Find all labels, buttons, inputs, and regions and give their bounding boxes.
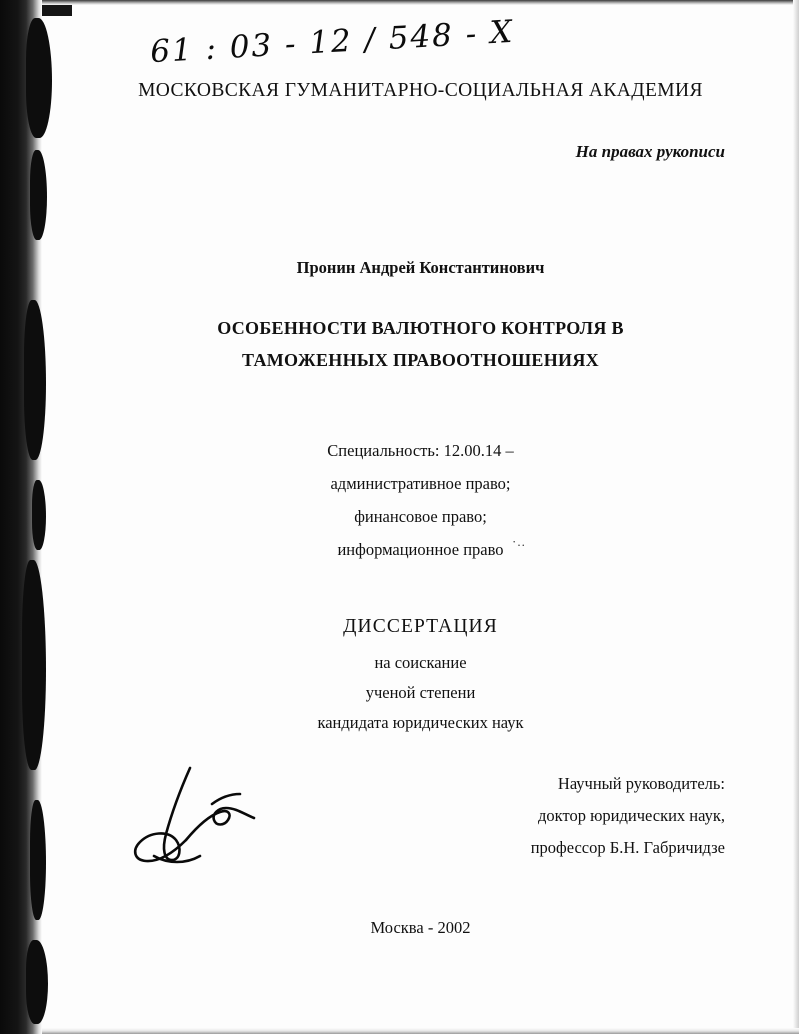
title-line: ОСОБЕННОСТИ ВАЛЮТНОГО КОНТРОЛЯ В bbox=[217, 318, 624, 338]
thesis-type-block bbox=[42, 616, 799, 738]
thesis-heading: ДИССЕРТАЦИЯ bbox=[343, 616, 498, 637]
handwritten-signature-icon bbox=[124, 760, 304, 880]
scientific-advisor-block bbox=[531, 768, 725, 864]
thesis-line: ученой степени bbox=[365, 683, 476, 702]
place-and-year: Москва - 2002 bbox=[370, 918, 471, 937]
advisor-line: доктор юридических наук, bbox=[538, 806, 725, 825]
page-title bbox=[42, 312, 799, 376]
author-name: Пронин Андрей Константинович bbox=[296, 258, 545, 277]
specialty-line: административное право; bbox=[330, 474, 511, 493]
marginal-ink-marks: ·.. bbox=[512, 534, 526, 549]
specialty-line: финансовое право; bbox=[354, 507, 487, 526]
advisor-line: Научный руководитель: bbox=[557, 774, 725, 793]
specialty-line: Специальность: 12.00.14 – bbox=[327, 441, 514, 460]
manuscript-rights-note: На правах рукописи bbox=[575, 142, 725, 161]
specialty-line: информационное право bbox=[337, 540, 504, 559]
advisor-line: профессор Б.Н. Габричидзе bbox=[530, 838, 725, 857]
institution-name: МОСКОВСКАЯ ГУМАНИТАРНО-СОЦИАЛЬНАЯ АКАДЕМИЯ bbox=[138, 80, 703, 101]
page-content bbox=[42, 0, 799, 1034]
specialty-block bbox=[42, 434, 799, 566]
title-line: ТАМОЖЕННЫХ ПРАВООТНОШЕНИЯХ bbox=[242, 350, 599, 370]
handwritten-catalog-code: 61 : 03 - 12 / 548 - X bbox=[149, 13, 515, 71]
thesis-line: на соискание bbox=[374, 653, 467, 672]
thesis-line: кандидата юридических наук bbox=[317, 713, 524, 732]
